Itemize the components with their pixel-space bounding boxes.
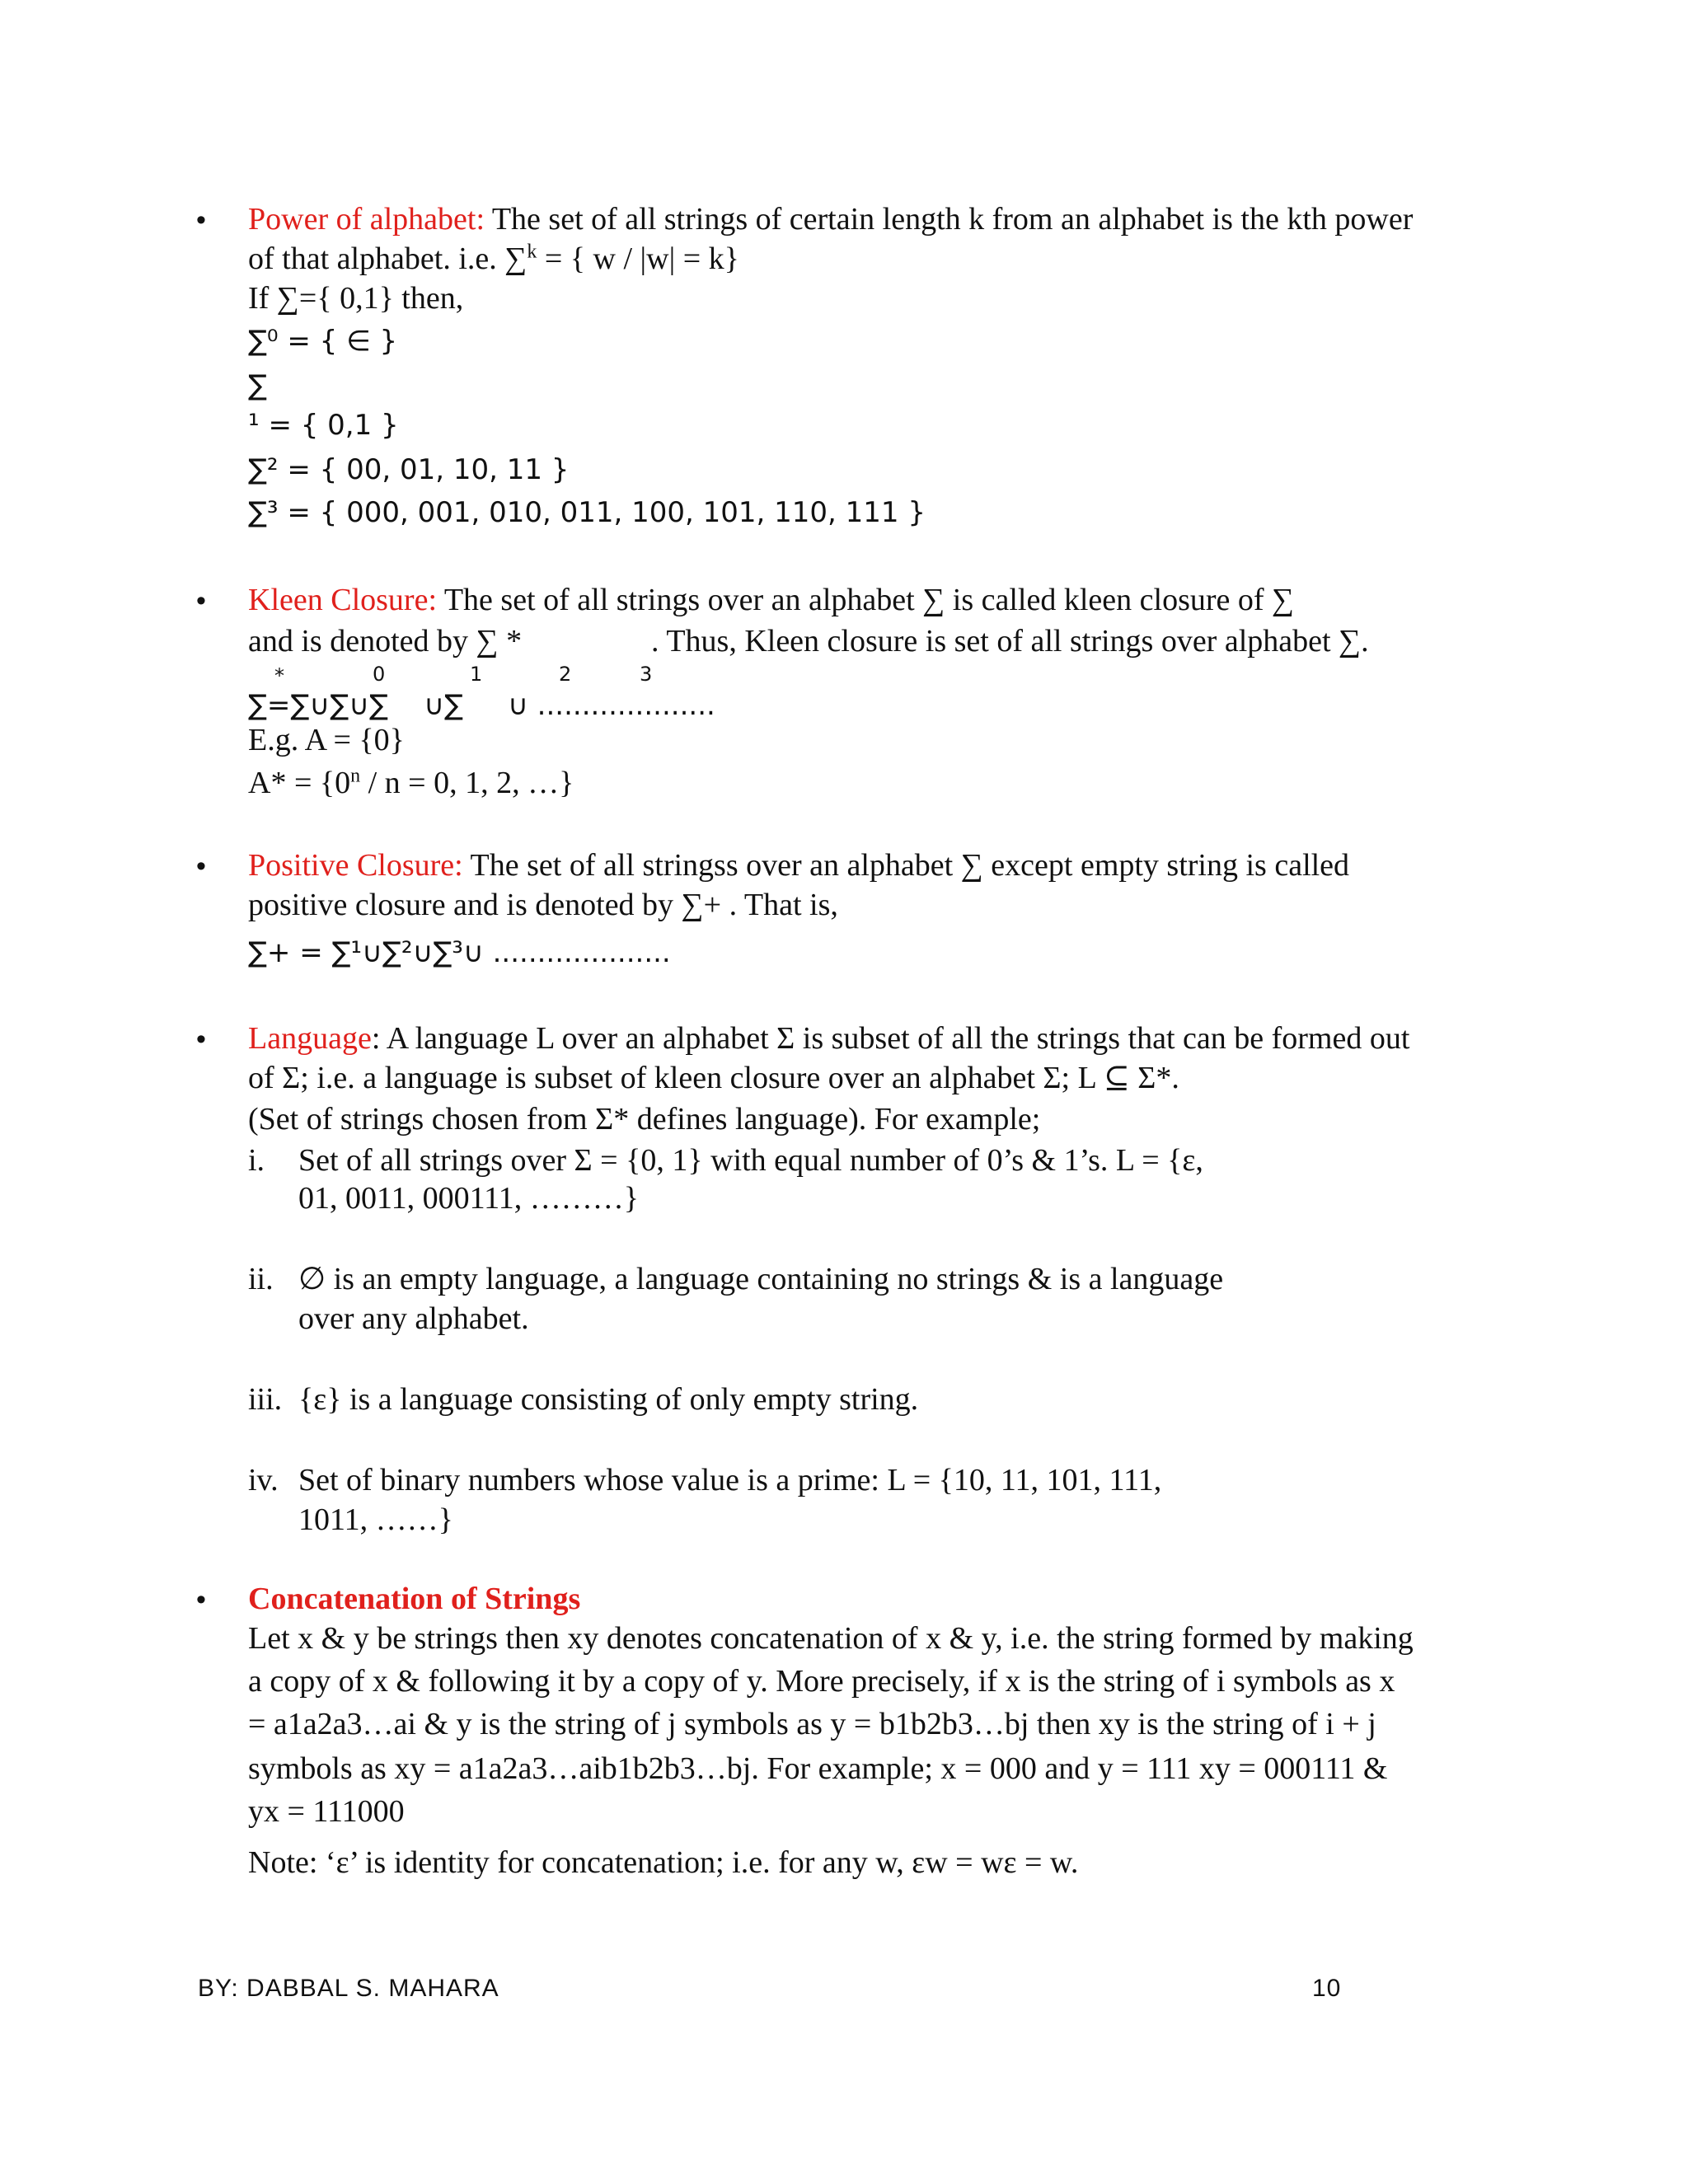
list-item-text-cont: 1011, ……} <box>298 1502 453 1537</box>
kleen-sup-0: 0 <box>373 663 386 686</box>
list-item-text: Set of binary numbers whose value is a prime: L = {10, 11, 101, 111, <box>298 1463 1162 1497</box>
list-item-number: iv. <box>248 1463 279 1497</box>
power-def-b: = { w / |w| = k} <box>537 241 739 276</box>
list-item-number: iii. <box>248 1382 283 1417</box>
kleen-line-2a: and is denoted by ∑ * <box>248 624 523 658</box>
concat-line: symbols as xy = a1a2a3…aib1b2b3…bj. For example; x = 000 and y = 111 xy = 000111 & <box>248 1751 1388 1786</box>
bullet-icon: • <box>196 851 206 882</box>
bullet-icon: • <box>196 204 206 236</box>
list-item-number: ii. <box>248 1262 274 1296</box>
kleen-example: E.g. A = {0} <box>248 723 405 757</box>
sigma-1-line: ¹ = { 0,1 } <box>248 409 399 442</box>
sigma-3-line: ∑³ = { 000, 001, 010, 011, 100, 101, 110, 111 } <box>248 496 926 529</box>
concat-note: Note: ‘ε’ is identity for concatenation; i.e. for any w, εw = wε = w. <box>248 1845 1079 1880</box>
concat-line: a copy of x & following it by a copy of y. More precisely, if x is the string of i symbols as x <box>248 1664 1395 1699</box>
list-item-text-cont: over any alphabet. <box>298 1301 529 1336</box>
kleen-sup-2: 2 <box>559 663 572 686</box>
kleen-line-2b: . Thus, Kleen closure is set of all strings over alphabet ∑. <box>651 624 1369 658</box>
language-line-1 <box>248 1020 1409 1057</box>
footer-author: BY: DABBAL S. MAHARA <box>198 1975 499 2002</box>
language-text: : A language L over an alphabet Σ is subset of all the strings that can be formed out <box>371 1021 1410 1056</box>
power-text: The set of all strings of certain length k from an alphabet is the kth power <box>485 202 1414 237</box>
language-term: Language <box>248 1021 372 1056</box>
power-term: Power of alphabet: <box>248 202 485 237</box>
astar-b: / n = 0, 1, 2, …} <box>360 766 574 800</box>
language-line-2: of Σ; i.e. a language is subset of kleen closure over an alphabet Σ; L ⊆ Σ*. <box>248 1061 1179 1095</box>
astar-a: A* = {0 <box>248 766 351 800</box>
bullet-icon: • <box>196 585 206 616</box>
concat-line: = a1a2a3…ai & y is the string of j symbols as y = b1b2b3…bj then xy is the string of i + j <box>248 1707 1376 1741</box>
positive-line-2: positive closure and is denoted by ∑+ . That is, <box>248 888 838 922</box>
kleen-sup-3: 3 <box>640 663 653 686</box>
positive-line-1 <box>248 847 1349 883</box>
kleen-term: Kleen Closure: <box>248 583 438 617</box>
astar-sup: n <box>350 765 361 787</box>
footer-page-number: 10 <box>1312 1975 1342 2002</box>
kleen-text: The set of all strings over an alphabet ∑ is called kleen closure of ∑ <box>437 583 1295 617</box>
positive-term: Positive Closure: <box>248 848 463 883</box>
bullet-icon: • <box>196 1024 206 1055</box>
sigma-2-line: ∑² = { 00, 01, 10, 11 } <box>248 453 570 486</box>
list-item-text: ∅ is an empty language, a language containing no strings & is a language <box>298 1262 1224 1296</box>
power-line-2 <box>248 241 739 277</box>
power-def-a: of that alphabet. i.e. ∑ <box>248 241 528 276</box>
power-def-sup: k <box>527 241 537 263</box>
positive-text: The set of all stringss over an alphabet ∑ except empty string is called <box>462 848 1350 883</box>
kleen-line-1 <box>248 582 1294 618</box>
kleen-sup-star: * <box>274 664 284 687</box>
list-item-number: i. <box>248 1143 265 1178</box>
positive-formula: ∑+ = ∑¹∪∑²∪∑³∪ .................... <box>248 936 671 969</box>
concat-heading: Concatenation of Strings <box>248 1582 581 1616</box>
power-line-1 <box>248 201 1413 237</box>
list-item-text: Set of all strings over Σ = {0, 1} with equal number of 0’s & 1’s. L = {ε, <box>298 1143 1203 1178</box>
kleen-astar <box>248 765 574 801</box>
power-line-3: If ∑={ 0,1} then, <box>248 281 464 316</box>
kleen-sup-1: 1 <box>470 663 483 686</box>
kleen-formula: ∑=∑∪∑∪∑ ∪∑ ∪ .................... <box>248 689 715 722</box>
list-item-text: {ε} is a language consisting of only empty string. <box>298 1382 919 1417</box>
language-line-3: (Set of strings chosen from Σ* defines language). For example; <box>248 1102 1041 1137</box>
concat-line: Let x & y be strings then xy denotes concatenation of x & y, i.e. the string formed by making <box>248 1621 1414 1656</box>
list-item-text-cont: 01, 0011, 000111, ………} <box>298 1181 640 1216</box>
concat-line: yx = 111000 <box>248 1794 405 1829</box>
sigma-0-line: ∑⁰ = { ∈ } <box>248 325 398 358</box>
bullet-icon: • <box>196 1584 206 1615</box>
sigma-1-symbol: ∑ <box>248 369 267 402</box>
